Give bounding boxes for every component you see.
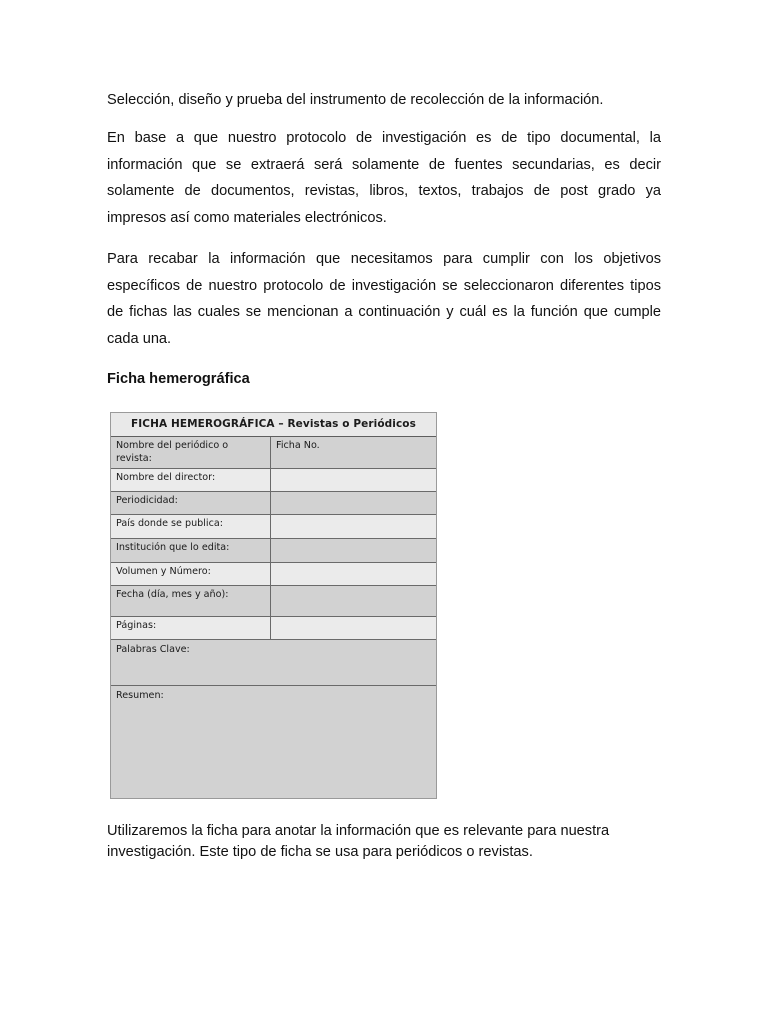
ficha-row-nombre-periodico — [111, 437, 436, 469]
ficha-summary-label: Resumen: — [116, 690, 164, 701]
column-divider — [270, 437, 271, 468]
ficha-row-label: Nombre del periódico o revista: — [116, 440, 229, 464]
ficha-row-label: País donde se publica: — [116, 518, 223, 529]
ficha-row-fecha — [111, 586, 436, 617]
paragraph-fichas-types: Para recabar la información que necesitamos para cumplir con los objetivos específicos de nuestro protocolo de investigación se seleccionaron diferentes tipos de fichas las cuales se mencionan a continuación y cuál es la función que cumple cada una. — [107, 251, 661, 348]
heading-ficha-hemerografica: Ficha hemerográfica — [107, 371, 250, 387]
ficha-row-pais — [111, 515, 436, 539]
closing-paragraph: Utilizaremos la ficha para anotar la información que es relevante para nuestra investigación. Este tipo de ficha se usa para periódicos o revistas. — [107, 823, 610, 860]
column-divider — [270, 492, 271, 514]
column-divider — [270, 539, 271, 562]
ficha-row-periodicidad — [111, 492, 436, 515]
ficha-row-paginas — [111, 617, 436, 640]
column-divider — [270, 586, 271, 616]
column-divider — [270, 563, 271, 585]
ficha-table-title: FICHA HEMEROGRÁFICA – Revistas o Periódicos — [111, 413, 436, 437]
paragraph-documental-sources: En base a que nuestro protocolo de investigación es de tipo documental, la información que se extraerá será solamente de fuentes secundarias, es decir solamente de documentos, revistas, libros, textos, trabajos de post grado ya impresos así como materiales electrónicos. — [107, 130, 661, 227]
ficha-row-label: Periodicidad: — [116, 495, 178, 506]
ficha-row-label: Volumen y Número: — [116, 566, 211, 577]
ficha-row-director — [111, 469, 436, 492]
ficha-row-resumen — [111, 686, 436, 798]
column-divider — [270, 617, 271, 639]
ficha-row-volumen — [111, 563, 436, 586]
ficha-row-label: Institución que lo edita: — [116, 542, 230, 553]
ficha-number-label: Ficha No. — [276, 440, 320, 451]
ficha-keywords-label: Palabras Clave: — [116, 644, 190, 655]
ficha-row-label: Fecha (día, mes y año): — [116, 589, 229, 600]
ficha-hemerografica-table — [110, 412, 437, 799]
section-title-line: Selección, diseño y prueba del instrumento de recolección de la información. — [107, 92, 604, 108]
ficha-row-palabras-clave — [111, 640, 436, 686]
ficha-row-label: Páginas: — [116, 620, 157, 631]
column-divider — [270, 515, 271, 538]
ficha-row-institucion — [111, 539, 436, 563]
column-divider — [270, 469, 271, 491]
ficha-row-label: Nombre del director: — [116, 472, 216, 483]
